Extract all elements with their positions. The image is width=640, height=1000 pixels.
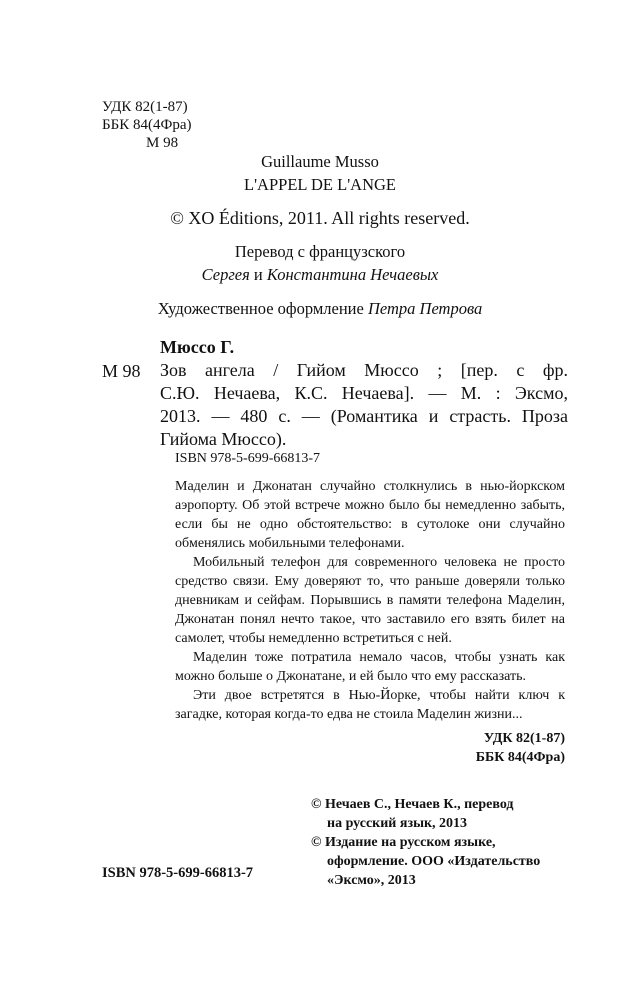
- copyright-line: оформление. ООО «Издательство: [327, 854, 541, 869]
- design-prefix: Художественное оформление: [157, 299, 368, 318]
- footer-isbn: ISBN 978-5-699-66813-7: [102, 865, 254, 881]
- catalog-author-heading: Мюссо Г.: [160, 337, 235, 357]
- catalog-mark: М 98: [102, 361, 141, 381]
- translation-line: Перевод с французского: [234, 242, 406, 261]
- bbk-code: ББК 84(4Фра): [102, 117, 192, 133]
- translator-2: Константина Нечаевых: [266, 265, 439, 284]
- copyright-line: «Эксмо», 2013: [327, 873, 416, 888]
- annotation-bbk: ББК 84(4Фра): [475, 750, 565, 765]
- annotation: [175, 477, 565, 724]
- annotation-paragraph: Эти двое встретятся в Нью-Йорке, чтобы найти ключ к загадке, которая когда-то едва не стоила Маделин жизни...: [175, 688, 565, 722]
- catalog-line: С.Ю. Нечаева, К.С. Нечаева]. — М. : Эксмо,: [160, 383, 568, 403]
- copyright-line: © Нечаев С., Нечаев К., перевод: [311, 797, 514, 812]
- annotation-paragraph: Маделин и Джонатан случайно столкнулись в нью-йоркском аэропорту. Об этой встрече можно было бы немедленно забыть, если бы не одно обстоятельство: в сутолоке они случайно обменялись мобильными телефонами.: [175, 479, 565, 551]
- design-credit: [0, 299, 640, 319]
- udk-code: УДК 82(1-87): [102, 99, 188, 115]
- designer-name: Петра Петрова: [367, 299, 483, 318]
- annotation-paragraph: Мобильный телефон для современного человека не просто средство связи. Ему доверяют то, что раньше доверяли только дневникам и сейфам. Порывшись в памяти телефона Маделин, Джонатан понял нечто такое, что заставило его взять билет на самолет, чтобы немедленно встретиться с ней.: [175, 555, 565, 646]
- original-title: L'APPEL DE L'ANGE: [244, 175, 396, 194]
- translator-1: Сергея: [201, 265, 250, 284]
- translator-conj: и: [249, 265, 267, 284]
- catalog-isbn: ISBN 978-5-699-66813-7: [175, 451, 321, 466]
- original-copyright: © XO Éditions, 2011. All rights reserved.: [170, 208, 470, 228]
- annotation-paragraph: Маделин тоже потратила немало часов, чтобы узнать как можно больше о Джонатане, и ей было что ему рассказать.: [175, 650, 565, 684]
- copyright-line: © Издание на русском языке,: [311, 835, 496, 850]
- catalog-line: Гийома Мюссо).: [160, 429, 287, 449]
- annotation-udk: УДК 82(1-87): [483, 731, 565, 746]
- translators-line: [0, 265, 640, 285]
- catalog-line: 2013. — 480 с. — (Романтика и страсть. Проза: [160, 406, 568, 426]
- catalog-description: [160, 359, 568, 451]
- author-mark: М 98: [146, 135, 179, 151]
- copyright-translation: [311, 795, 514, 833]
- original-author: Guillaume Musso: [261, 152, 379, 171]
- catalog-line: Зов ангела / Гийом Мюссо ; [пер. с фр.: [160, 360, 568, 380]
- copyright-line: на русский язык, 2013: [327, 816, 468, 831]
- copyright-edition: [311, 833, 540, 890]
